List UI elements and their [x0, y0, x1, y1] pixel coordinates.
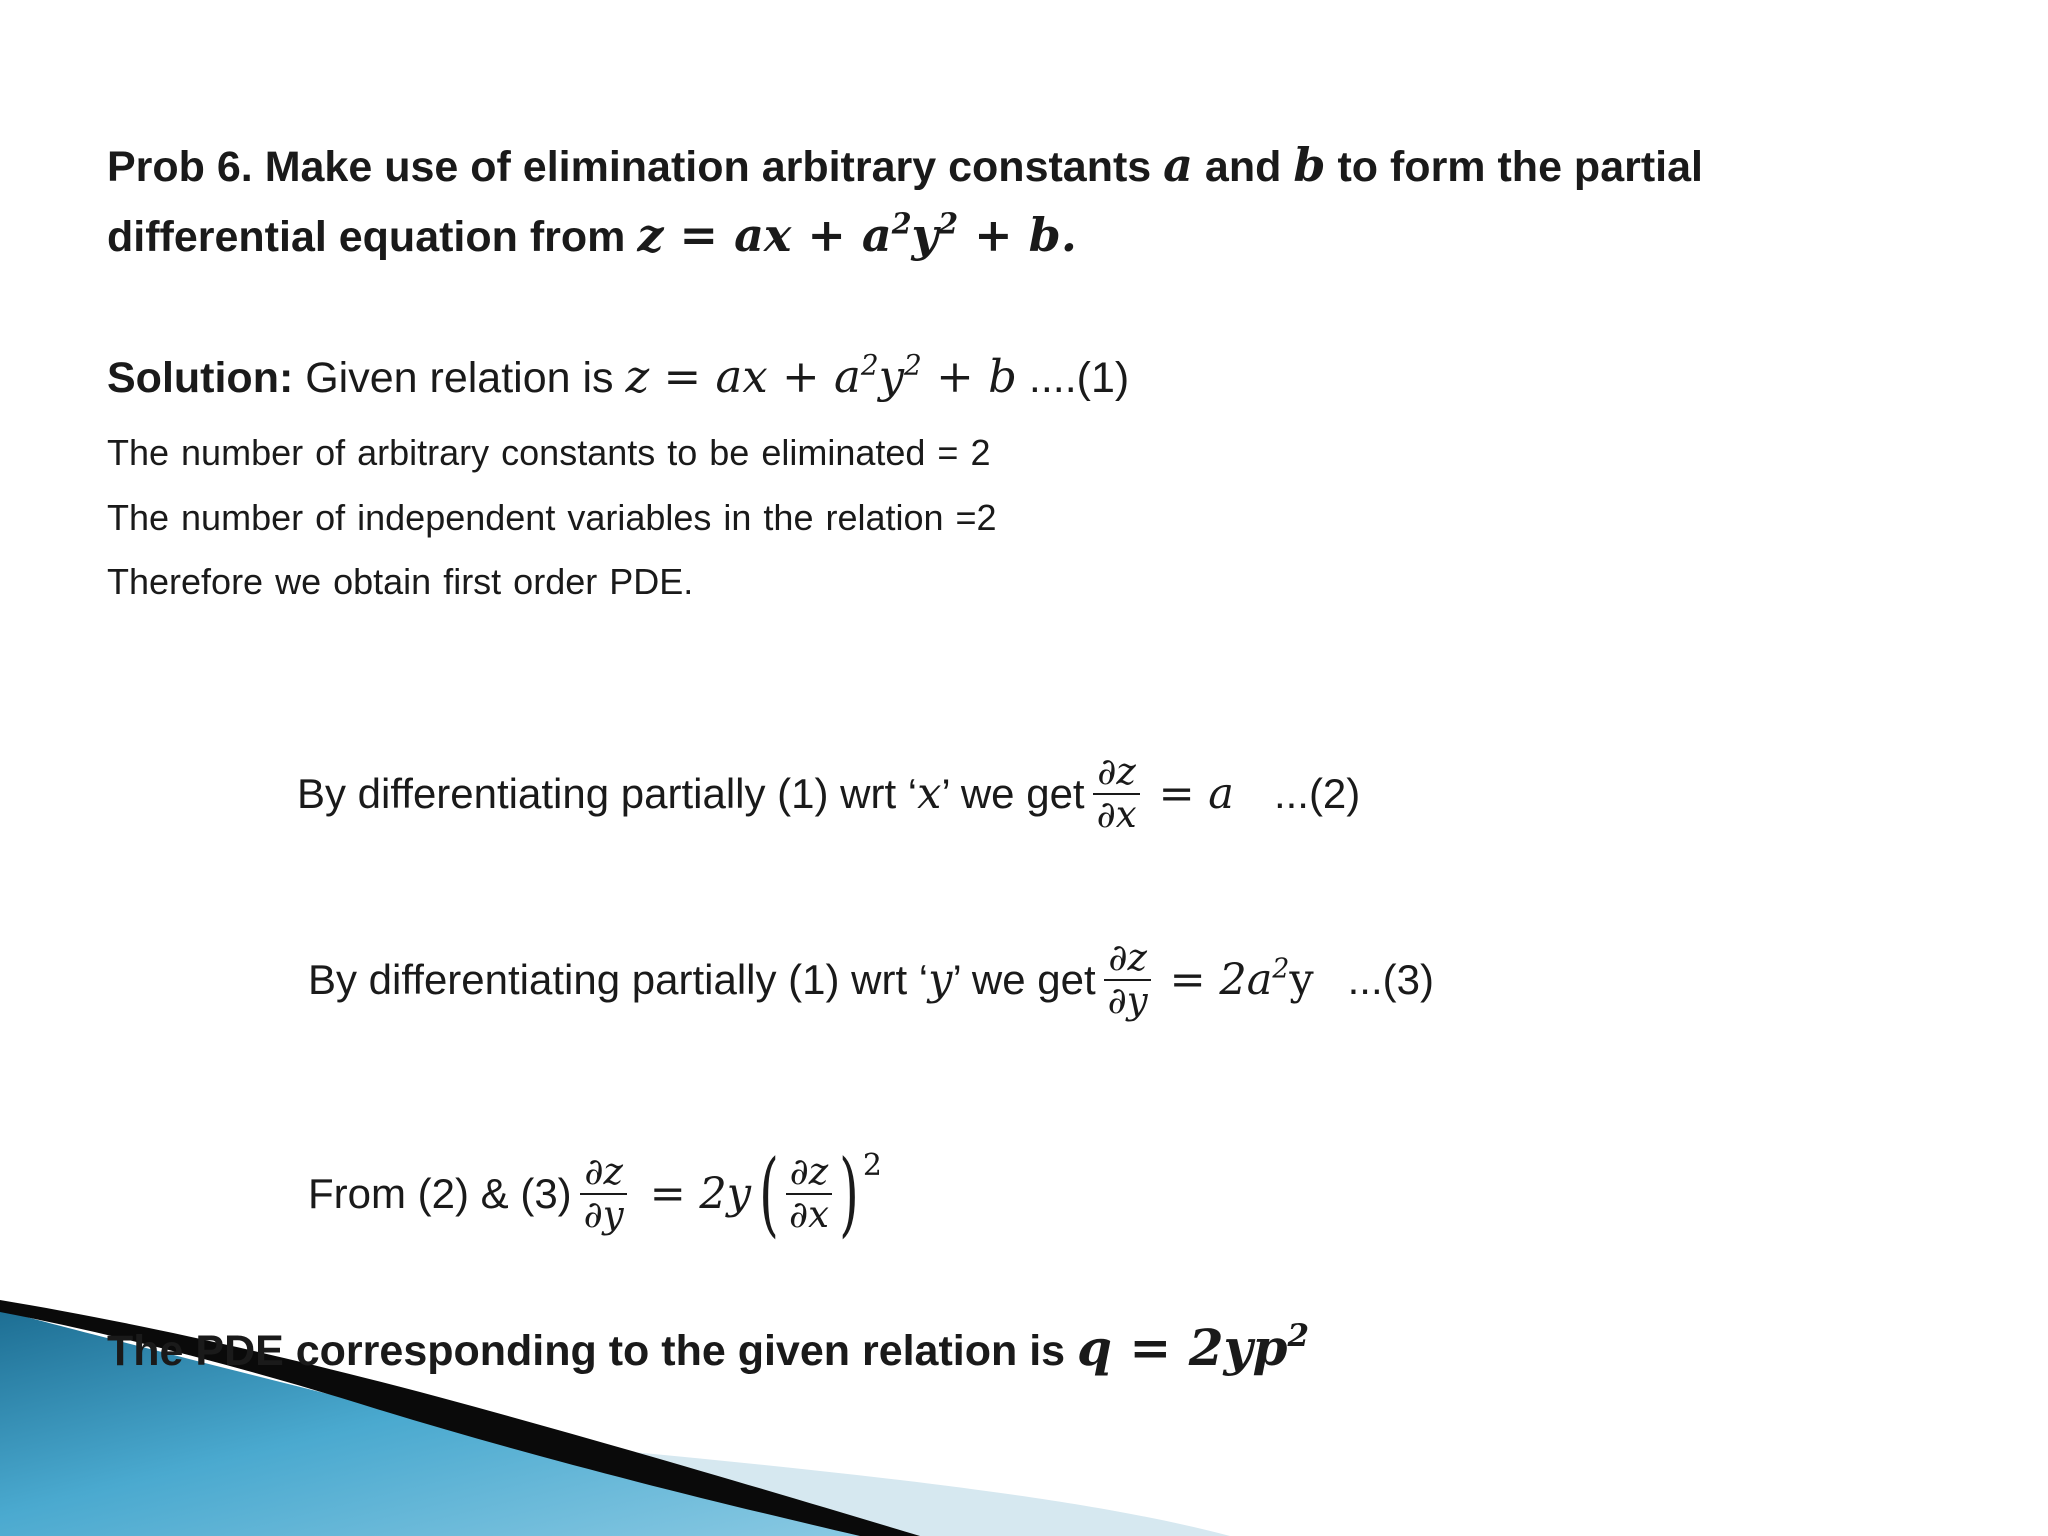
final-result-line [107, 1318, 1309, 1377]
deriv-y-rhs-a: = 2a [1169, 954, 1273, 1005]
problem-eq-sup-2: 2 [938, 206, 959, 241]
problem-line2-text: differential equation from [107, 213, 638, 261]
problem-eq-part-b: y [911, 208, 939, 262]
constants-count-line: The number of arbitrary constants to be eliminated = 2 [107, 432, 991, 473]
derivative-y-line [308, 938, 1434, 1021]
deriv-y-text-b: ’ we get [952, 955, 1096, 1003]
problem-var-b: b [1293, 138, 1326, 192]
deriv-y-ref: ...(3) [1347, 955, 1434, 1003]
deriv-y-text-a: By differentiating partially (1) wrt ‘ [308, 955, 929, 1003]
frac-numerator: ∂z [786, 1152, 833, 1195]
combine-line [308, 1140, 882, 1247]
problem-text-c: to form the partial [1325, 143, 1703, 191]
final-equation [1077, 1318, 1309, 1377]
final-eq-sup: 2 [1287, 1317, 1310, 1354]
problem-equation [637, 208, 1077, 262]
solution-eq-part-b: y [878, 350, 905, 403]
combine-mid: = 2y [649, 1169, 752, 1219]
solution-ref: ....(1) [1016, 354, 1130, 402]
problem-var-a: a [1163, 138, 1193, 192]
dz-dx-fraction [1093, 752, 1141, 835]
frac-denominator: ∂y [583, 1193, 624, 1236]
frac-numerator: ∂z [1104, 938, 1151, 981]
deriv-x-text-b: ’ we get [941, 769, 1085, 817]
variables-count-line: The number of independent variables in the relation =2 [107, 497, 997, 538]
deriv-y-rhs [1170, 955, 1314, 1005]
therefore-line: Therefore we obtain first order PDE. [107, 561, 694, 602]
derivative-x-line [297, 752, 1360, 835]
deriv-y-rhs-b: y [1289, 954, 1314, 1005]
dz-dy-fraction [1104, 938, 1152, 1021]
solution-eq-part-a: z = ax + a [625, 350, 861, 403]
problem-text-a: Prob 6. Make use of elimination arbitrary constants [107, 143, 1164, 191]
problem-eq-part-a: z = ax + a [637, 208, 892, 262]
deriv-x-ref: ...(2) [1273, 769, 1361, 817]
solution-equation [625, 350, 1016, 403]
deriv-x-rhs: = a [1158, 768, 1234, 819]
frac-denominator: ∂x [788, 1193, 829, 1236]
right-paren: ) [839, 1140, 859, 1247]
solution-eq-sup-2: 2 [904, 348, 922, 382]
deriv-x-var: x [917, 768, 942, 819]
deriv-y-rhs-sup: 2 [1272, 953, 1290, 985]
solution-eq-part-c: + b [921, 350, 1017, 403]
solution-label: Solution: [107, 354, 294, 402]
frac-numerator: ∂z [580, 1152, 627, 1195]
deriv-x-text-a: By differentiating partially (1) wrt ‘ [297, 769, 918, 817]
problem-eq-sup-1: 2 [891, 206, 912, 241]
problem-line-1 [107, 138, 1703, 192]
frac-numerator: ∂z [1093, 752, 1140, 795]
frac-denominator: ∂y [1107, 978, 1148, 1022]
solution-given-text: Given relation is [293, 354, 626, 402]
problem-line-2 [107, 208, 1077, 262]
solution-eq-sup-1: 2 [860, 348, 879, 382]
problem-eq-part-c: + b. [958, 208, 1077, 262]
dz-dy-fraction-combine [580, 1152, 628, 1235]
deriv-y-var: y [928, 954, 953, 1005]
final-eq-part-a: q = 2yp [1077, 1318, 1288, 1377]
left-paren: ( [759, 1140, 779, 1247]
problem-text-b: and [1192, 143, 1294, 191]
combine-square-sup: 2 [862, 1148, 882, 1183]
frac-denominator: ∂x [1096, 792, 1137, 836]
solution-line [107, 350, 1129, 403]
dz-dx-fraction-combine [785, 1152, 833, 1235]
final-text: The PDE corresponding to the given relation is [107, 1327, 1078, 1375]
combine-text: From (2) & (3) [308, 1170, 572, 1217]
